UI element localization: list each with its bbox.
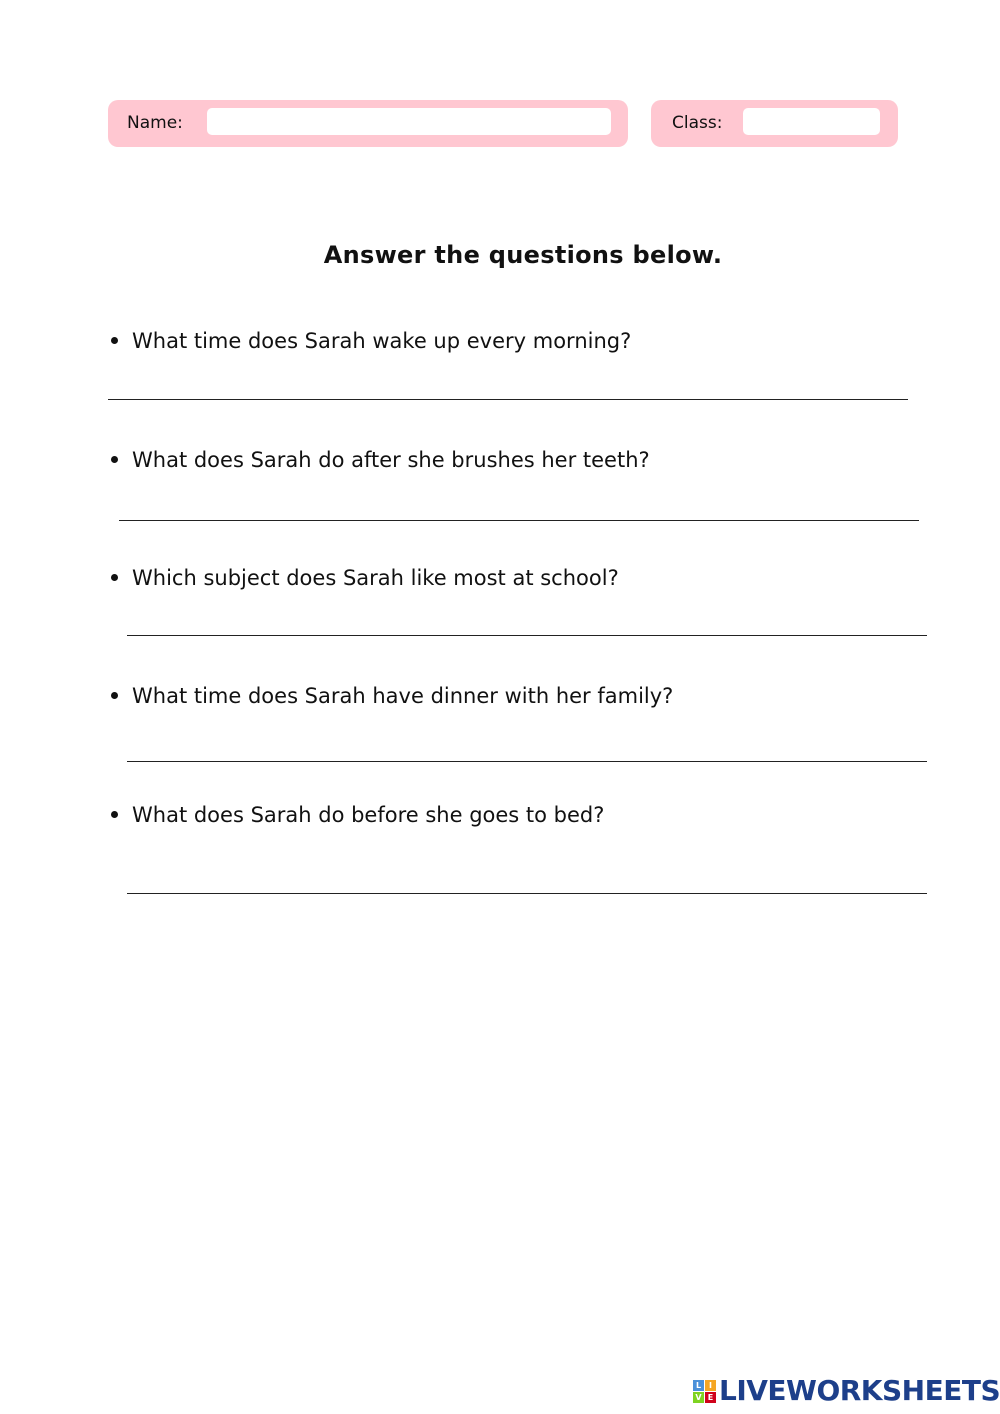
- answer-line: [127, 761, 927, 762]
- logo-block: L: [693, 1380, 704, 1391]
- question-item: [108, 682, 673, 710]
- answer-input-4[interactable]: [129, 730, 929, 762]
- answer-line: [127, 635, 927, 636]
- question-text: What does Sarah do after she brushes her teeth?: [132, 448, 650, 472]
- class-input[interactable]: [743, 108, 880, 135]
- answer-input-2[interactable]: [121, 490, 921, 522]
- brand-name: LIVEWORKSHEETS: [719, 1374, 1000, 1407]
- question-item: [108, 801, 604, 829]
- liveworksheets-logo: [693, 1374, 1000, 1408]
- name-label: Name:: [127, 113, 183, 133]
- question-item: [108, 564, 619, 592]
- bullet-icon: [111, 811, 118, 818]
- instruction-heading: Answer the questions below.: [323, 241, 723, 269]
- answer-line: [127, 893, 927, 894]
- answer-line: [119, 520, 919, 521]
- question-text: Which subject does Sarah like most at school?: [132, 566, 619, 590]
- answer-input-3[interactable]: [129, 604, 929, 636]
- answer-input-5[interactable]: [129, 862, 929, 894]
- logo-block: I: [705, 1380, 716, 1391]
- class-field-container: [651, 100, 898, 147]
- name-field-container: [108, 100, 628, 147]
- answer-line: [108, 399, 908, 400]
- name-input[interactable]: [207, 108, 611, 135]
- class-label: Class:: [672, 113, 723, 133]
- question-item: [108, 446, 650, 474]
- bullet-icon: [111, 692, 118, 699]
- bullet-icon: [111, 337, 118, 344]
- logo-block: V: [693, 1392, 704, 1403]
- question-item: [108, 327, 631, 355]
- question-text: What does Sarah do before she goes to bed?: [132, 803, 605, 827]
- question-text: What time does Sarah have dinner with her family?: [132, 684, 674, 708]
- logo-blocks-icon: [693, 1380, 716, 1403]
- question-text: What time does Sarah wake up every morning?: [132, 329, 632, 353]
- logo-block: E: [705, 1392, 716, 1403]
- bullet-icon: [111, 574, 118, 581]
- bullet-icon: [111, 456, 118, 463]
- answer-input-1[interactable]: [110, 368, 910, 400]
